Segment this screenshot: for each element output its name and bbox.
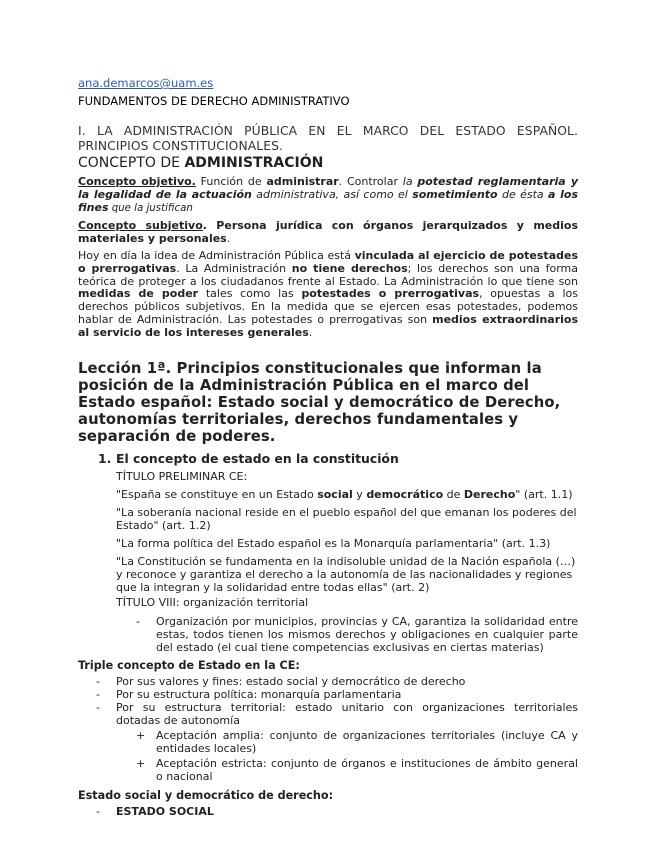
author-email-link[interactable]: ana.demarcos@uam.es — [78, 76, 214, 90]
concept-heading — [78, 154, 578, 172]
quote-art-1-3: "La forma política del Estado español es la Monarquía parlamentaria" (art. 1.3) — [116, 536, 551, 550]
objetivo-text-1: Función de — [195, 175, 267, 188]
dash-marker: - — [96, 674, 100, 688]
plus-marker: + — [136, 756, 146, 770]
hoy-bold-1: vinculada al ejercicio de potestades o prerrogativas — [78, 248, 578, 275]
list-item — [78, 805, 578, 818]
objetivo-bold-1: administrar — [266, 175, 339, 188]
concepto-objetivo-paragraph — [78, 176, 578, 215]
objetivo-bolditalic-3: a los fines — [78, 187, 578, 214]
q1-bold-derecho: Derecho — [463, 487, 516, 501]
subjetivo-bold-text: . Persona jurídica con órganos jerarquizados y medios materiales y personales — [78, 219, 578, 246]
estado-social-title: Estado social y democrático de derecho: — [78, 788, 334, 802]
numbered-heading — [78, 451, 578, 466]
quote-art-2: "La Constitución se fundamenta en la indisoluble unidad de la Nación española (…) y reconoce y garantiza el derecho a la autonomía de las nacionalidades y regiones que la integran y la solidaridad entre todas ellas" (art. 2) — [116, 554, 576, 594]
q1-text-e: de — [443, 487, 464, 501]
constitution-quotes — [78, 470, 578, 609]
q1-text-g: " (art. 1.1) — [515, 487, 573, 501]
organizacion-territorial-item — [78, 615, 578, 654]
objetivo-italic-3: de ésta — [497, 187, 548, 201]
plus-marker: + — [136, 728, 146, 742]
sub-list-item — [78, 757, 578, 783]
objetivo-label: Concepto objetivo. — [78, 175, 196, 188]
hoy-bold-4: potestades o prerrogativas — [301, 287, 480, 301]
estado-social-item: ESTADO SOCIAL — [116, 804, 214, 818]
objetivo-italic-1: la — [402, 175, 418, 188]
hoy-bold-2: no tiene derechos — [291, 261, 408, 275]
sub-list-item-text: Aceptación estricta: conjunto de órganos e instituciones de ámbito general o nacional — [156, 756, 578, 783]
lesson-title: Lección 1ª. Principios constitucionales que informan la posición de la Administración Pública en el marco del Estado español: Estado social y democrático de Derecho, autonomías territoriales, derechos fundamentales y separación de poderes. — [78, 359, 561, 445]
objetivo-text-2: . Controlar — [338, 175, 403, 188]
hoy-text-5: , opuestas a los derechos públicos subjetivos. En la medida que se ejercen esas potestades, podemos hablar de Administración. Las potestades o prerrogativas son — [78, 287, 578, 326]
dash-marker: - — [136, 614, 140, 628]
hoy-bold-5: medios extraordinarios al servicio de los intereses generales — [78, 312, 578, 339]
objetivo-bolditalic-2: sometimiento — [412, 187, 498, 201]
triple-concepto-title: Triple concepto de Estado en la CE: — [78, 658, 300, 672]
list-item-text: Por su estructura territorial: estado unitario con organizaciones territoriales dotadas de autonomía — [116, 700, 578, 727]
sub-list-item-text: Aceptación amplia: conjunto de organizaciones territoriales (incluye CA y entidades locales) — [156, 728, 578, 755]
potestades-paragraph — [78, 250, 578, 340]
hoy-text-4: tales como las — [198, 287, 302, 301]
hoy-text-3: ; los derechos son una forma teórica de proteger a los ciudadanos frente al Estado. La Administración lo que tiene son — [78, 261, 578, 288]
list-item — [78, 701, 578, 727]
concepto-subjetivo-paragraph — [78, 220, 578, 246]
hoy-text-6: . — [308, 325, 313, 339]
list-item — [78, 675, 578, 688]
hoy-text-2: . La Administración — [176, 261, 292, 275]
section-title: I. LA ADMINISTRACIÓN PÚBLICA EN EL MARCO DEL ESTADO ESPAÑOL. PRINCIPIOS CONSTITUCIONALES. — [78, 124, 578, 153]
hoy-text-1: Hoy en día la idea de Administración Pública está — [78, 248, 355, 262]
titulo-viii: TÍTULO VIII: organización territorial — [116, 595, 309, 609]
organizacion-text: Organización por municipios, provincias y CA, garantiza la solidaridad entre estas, todos tienen los mismos derechos y obligaciones en cualquier parte del estado (el cual tiene competencias exclusivas en ciertas materias) — [156, 614, 578, 654]
course-title: FUNDAMENTOS DE DERECHO ADMINISTRATIVO — [78, 94, 350, 108]
list-item-text: Por su estructura política: monarquía parlamentaria — [116, 687, 402, 701]
objetivo-small-italic: que la justifican — [108, 202, 193, 214]
subjetivo-end: . — [226, 232, 231, 246]
objetivo-italic-2: administrativa, así como el — [251, 187, 413, 201]
heading-number: 1. — [98, 450, 112, 466]
q1-text-a: "España se constituye en un Estado — [116, 487, 318, 501]
dash-marker: - — [96, 700, 100, 714]
subjetivo-label: Concepto subjetivo — [78, 219, 203, 233]
document-body — [78, 76, 578, 818]
concept-bold: ADMINISTRACIÓN — [184, 155, 324, 171]
dash-marker: - — [96, 687, 100, 701]
hoy-bold-3: medidas de poder — [78, 287, 199, 301]
q1-bold-democratico: democrático — [366, 487, 444, 501]
list-item-text: Por sus valores y fines: estado social y democrático de derecho — [116, 674, 466, 688]
concept-prefix: CONCEPTO DE — [78, 155, 185, 171]
dash-marker: - — [96, 804, 100, 818]
q1-text-c: y — [352, 487, 367, 501]
list-item — [78, 688, 578, 701]
sub-list-item — [78, 729, 578, 755]
quote-art-1-1 — [116, 488, 578, 501]
q1-bold-social: social — [317, 487, 353, 501]
quote-art-1-2: "La soberanía nacional reside en el pueblo español del que emanan los poderes del Estado" (art. 1.2) — [116, 505, 577, 532]
objetivo-bolditalic-1: potestad reglamentaria y la legalidad de la actuación — [78, 175, 579, 201]
titulo-preliminar: TÍTULO PRELIMINAR CE: — [116, 469, 248, 483]
heading-text: El concepto de estado en la constitución — [116, 450, 399, 466]
